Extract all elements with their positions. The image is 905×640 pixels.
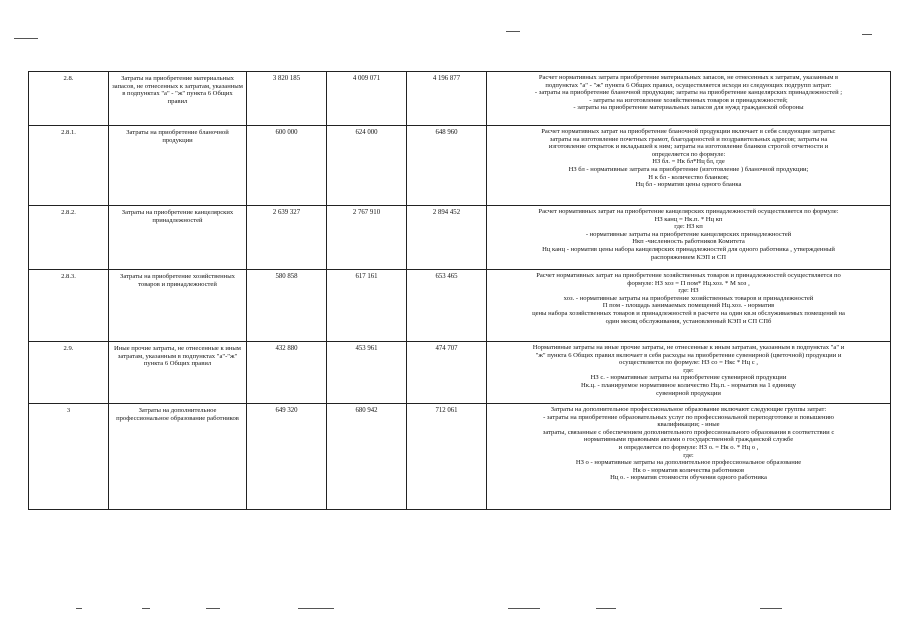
value-year-3: 2 894 452	[407, 206, 487, 270]
description-line: Нц бл - норматив цены одного бланка	[635, 181, 742, 189]
row-number: 2.9.	[29, 342, 109, 404]
description-line: цены набора хозяйственных товаров и принадлежностей в расчете на один кв.м обслуживаемых помещений на	[532, 309, 845, 317]
calculation-description	[487, 404, 891, 510]
table-row	[29, 404, 891, 510]
row-number: 3	[29, 404, 109, 510]
row-number: 2.8.2.	[29, 206, 109, 270]
description-line: - затраты на приобретение бланочной продукции; затраты на приобретение канцелярских принадлежностей ;	[534, 89, 843, 97]
description-line: и определяется по формуле: НЗ о. = Нк о. * Нц о ,	[618, 443, 759, 451]
calculation-description	[487, 270, 891, 342]
description-line: квалификации; - иные	[657, 421, 720, 429]
scan-mark	[142, 608, 150, 609]
description-line: один месяц обслуживания, установленный КЭП и СП СПб	[605, 317, 772, 325]
description-line: "ж" пункта 6 Общих правил включает в себя расходы на приобретение сувенирной (цветочной) продукции и	[535, 351, 842, 359]
description-line: распоряжением КЭП и СП	[650, 253, 727, 261]
value-year-2: 617 161	[327, 270, 407, 342]
value-year-2: 680 942	[327, 404, 407, 510]
value-year-3: 653 465	[407, 270, 487, 342]
description-line: подпунктах "а" - "ж" пункта 6 Общих правил, осуществляется исходя из следующих подгрупп затрат:	[545, 81, 832, 89]
description-line: затраты, связанные с обеспечением дополнительного профессионального образования в соответствии с	[542, 428, 835, 436]
description-line: Нкп -численность работников Комитета	[632, 238, 745, 246]
scan-mark	[508, 608, 540, 609]
value-year-2: 453 961	[327, 342, 407, 404]
value-year-1: 3 820 185	[247, 72, 327, 126]
description-line: где:	[683, 366, 694, 374]
description-line: нормативными правовыми актами о государственной гражданской службе	[583, 436, 794, 444]
description-line: Нормативные затраты на иные прочие затраты, не отнесенные к иным затратам, указанным в подпунктах "а" и	[532, 344, 845, 351]
description-line: НЗ бл - нормативные затрата на приобретение (изготовление ) бланочной продукции;	[568, 165, 809, 173]
scan-mark	[298, 608, 334, 609]
table-row	[29, 342, 891, 404]
value-year-2: 2 767 910	[327, 206, 407, 270]
value-year-3: 648 960	[407, 126, 487, 206]
value-year-1: 2 639 327	[247, 206, 327, 270]
description-line: затраты на изготовление почетных грамот, благодарностей и поздравительных адресов; затраты на	[549, 135, 828, 143]
description-line: Расчет нормативных затрата приобретение материальных запасов, не отнесенных к затратам, указанным в	[538, 74, 839, 81]
cost-item-name: Затраты на приобретение материальных запасов, не отнесенных к затратам, указанным в подпунктах "а" - "ж" пункта 6 Общих правил	[109, 72, 247, 126]
description-line: - затраты на приобретение образовательных услуг по профессиональной переподготовке и повышению	[543, 413, 834, 421]
description-line: определяется по формуле:	[651, 150, 726, 158]
description-line: где:	[683, 451, 694, 459]
scan-mark	[76, 608, 82, 609]
row-number: 2.8.3.	[29, 270, 109, 342]
description-line: Расчет нормативных затрат на приобретение хозяйственных товаров и принадлежностей осуществляется по	[536, 272, 841, 279]
table-row	[29, 72, 891, 126]
value-year-1: 580 858	[247, 270, 327, 342]
cost-item-name: Затраты на дополнительное профессиональное образование работников	[109, 404, 247, 510]
value-year-3: 712 061	[407, 404, 487, 510]
cost-item-name: Затраты на приобретение канцелярских принадлежностей	[109, 206, 247, 270]
description-line: Нк.ц. - планируемое нормативное количество Нц.п. - норматив на 1 единицу	[581, 381, 796, 389]
value-year-1: 432 880	[247, 342, 327, 404]
row-number: 2.8.1.	[29, 126, 109, 206]
scan-mark	[14, 38, 38, 39]
scan-mark	[760, 608, 782, 609]
scan-mark	[506, 31, 520, 32]
description-line: Н к бл - количество бланков;	[648, 173, 729, 181]
description-line: хоз. - нормативные затраты на приобретение хозяйственных товаров и принадлежностей	[563, 294, 814, 302]
scan-mark	[596, 608, 616, 609]
description-line: сувенирной продукции	[656, 389, 721, 397]
description-line: НЗ канц = Нк.п. * Нц кп	[654, 215, 723, 223]
description-line: где: НЗ кп	[674, 223, 703, 231]
description-line: изготовление открыток и вкладышей к ним; затраты на изготовление бланков строгой отчетности и	[548, 143, 829, 151]
description-line: НЗ о - нормативные затраты на дополнительное профессиональное образование	[575, 459, 802, 467]
table-row	[29, 270, 891, 342]
description-line: НЗ бл. = Нк бл*Нц бл, где	[652, 158, 725, 166]
cost-item-name: Иные прочие затраты, не отнесенные к иным затратам, указанным в подпунктах "а"-"ж" пункта 6 Общих правил	[109, 342, 247, 404]
description-line: Нц о. - норматив стоимости обучения одного работника	[610, 474, 767, 482]
calculation-description	[487, 72, 891, 126]
description-line: Расчет нормативных затрат на приобретение канцелярских принадлежностей осуществляется по формуле:	[538, 208, 839, 215]
value-year-1: 649 320	[247, 404, 327, 510]
description-line: НЗ с. - нормативные затраты на приобретение сувенирной продукции	[590, 374, 787, 382]
table-row	[29, 206, 891, 270]
description-line: где: НЗ	[678, 287, 699, 295]
value-year-1: 600 000	[247, 126, 327, 206]
value-year-3: 474 707	[407, 342, 487, 404]
description-line: формуле: НЗ хоз = П пом* Нц.хоз. * М хоз ,	[627, 279, 750, 287]
description-line: Затраты на дополнительное профессиональное образование включают следующие группы затрат:	[550, 406, 827, 413]
cost-item-name: Затраты на приобретение хозяйственных товаров и принадлежностей	[109, 270, 247, 342]
description-line: Нк о - норматив количества работников	[632, 466, 745, 474]
calculation-description	[487, 206, 891, 270]
table-row	[29, 126, 891, 206]
cost-item-name: Затраты на приобретение бланочной продукции	[109, 126, 247, 206]
description-line: осуществляется по формуле: НЗ со = Нкс * Нц с ,	[619, 359, 758, 367]
calculation-description	[487, 342, 891, 404]
description-line: П пом - площадь занимаемых помещений Нц.хоз. - норматив	[602, 302, 775, 310]
value-year-3: 4 196 877	[407, 72, 487, 126]
value-year-2: 4 009 071	[327, 72, 407, 126]
scan-mark	[862, 34, 872, 35]
description-line: Нц канц - норматив цены набора канцелярских принадлежностей для одного работника , утвержденный	[542, 245, 835, 253]
calculation-description	[487, 126, 891, 206]
description-line: - затраты на изготовление хозяйственных товаров и принадлежностей;	[589, 96, 788, 104]
scan-mark	[206, 608, 220, 609]
value-year-2: 624 000	[327, 126, 407, 206]
costs-table	[28, 71, 891, 510]
description-line: - затраты на приобретение материальных запасов для нужд гражданской обороны	[573, 104, 804, 112]
row-number: 2.8.	[29, 72, 109, 126]
description-line: - нормативные затраты на приобретение канцелярских принадлежностей	[585, 230, 792, 238]
description-line: Расчет нормативных затрат на приобретение бланочной продукции включает в себя следующие затраты:	[541, 128, 836, 135]
